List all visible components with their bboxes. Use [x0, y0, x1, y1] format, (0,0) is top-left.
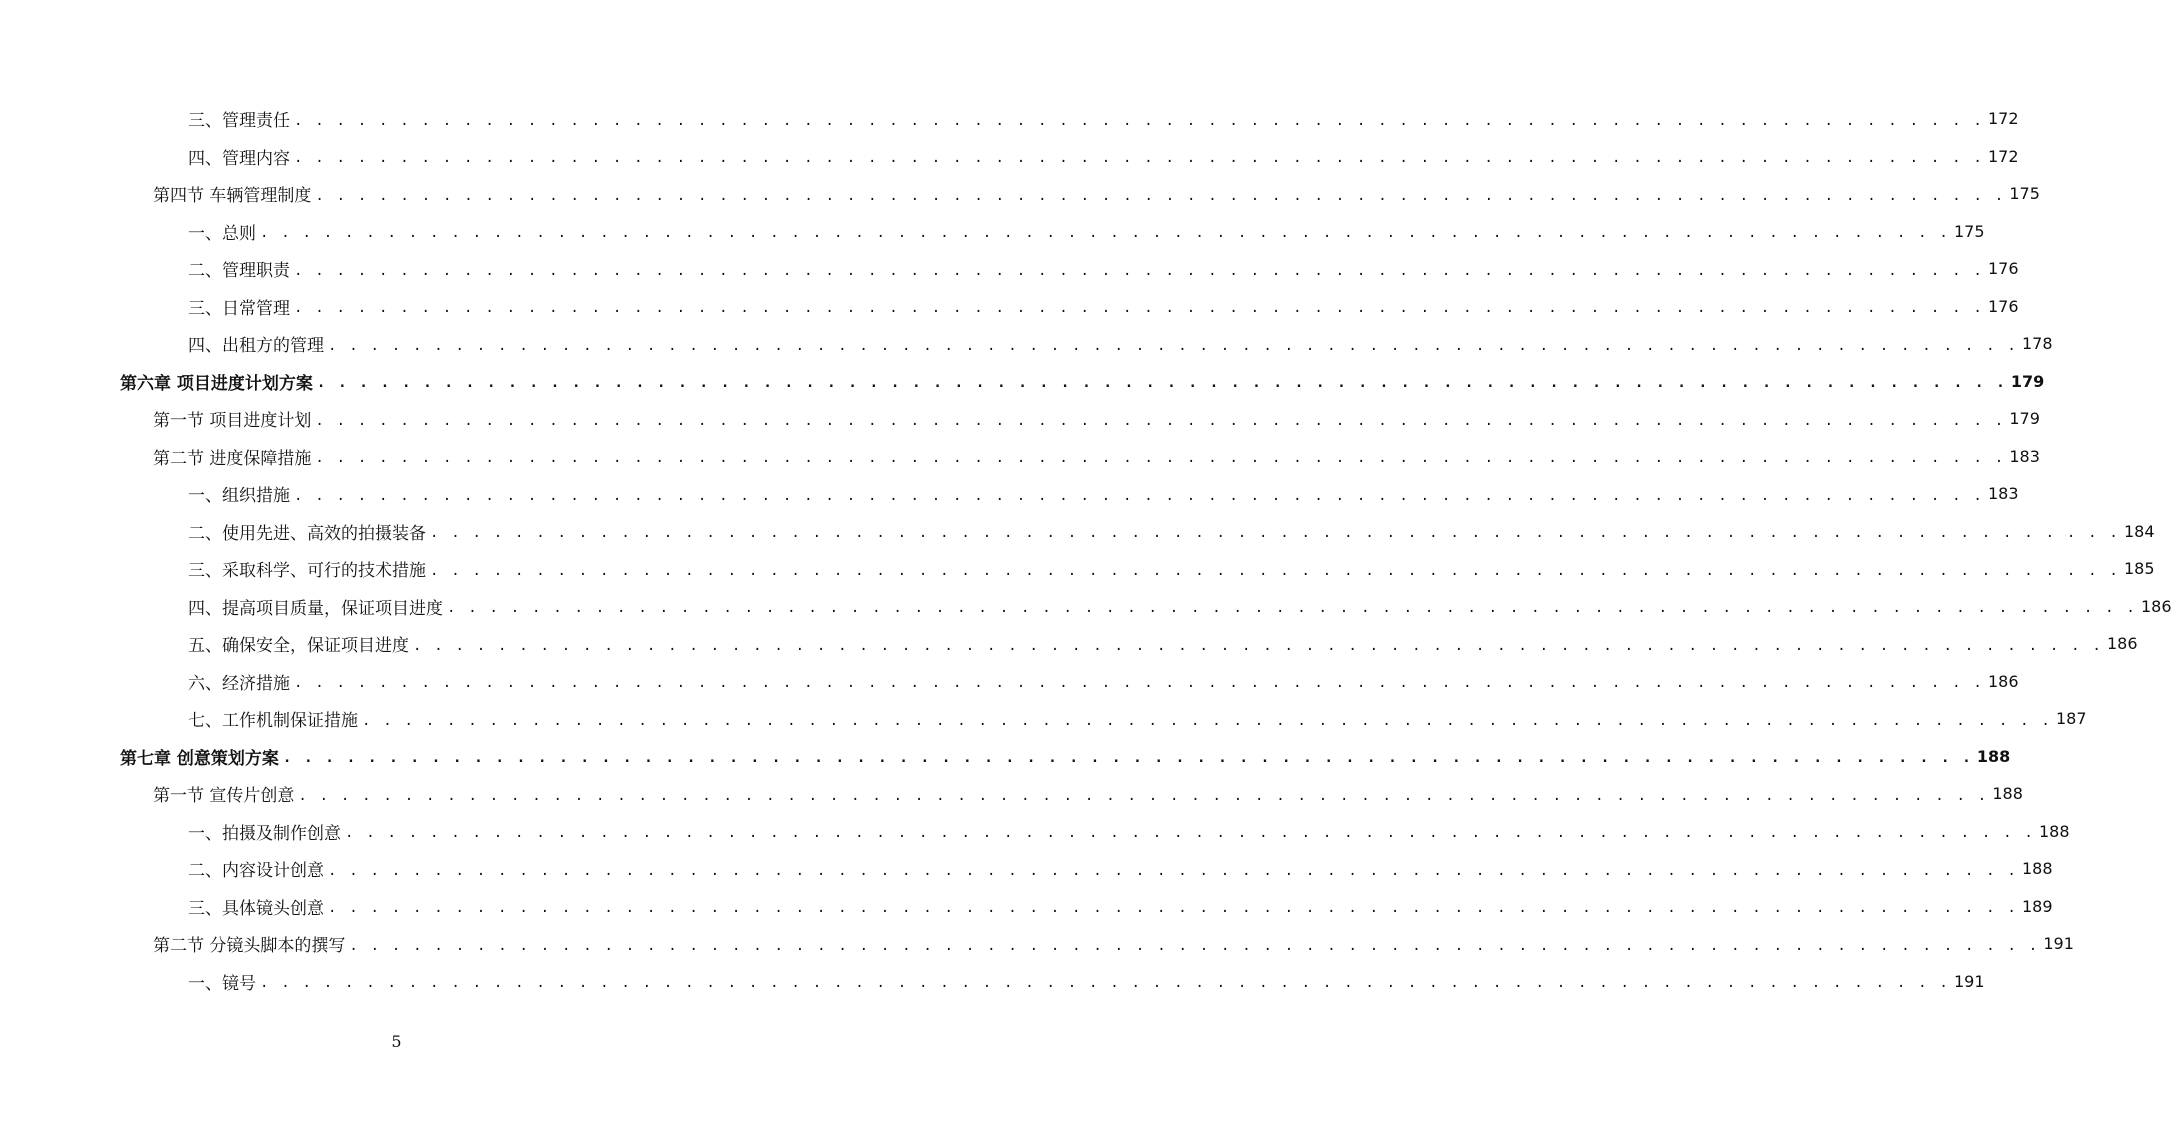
toc-dot-leader: . . . . . . . . . . . . . . . . . . . . . . . . . . . . . . . . . . . . . . . . . . . . . . . . . . . . . . . . . . . . . . . . . . . . . . . . . . . . . . . .	[430, 525, 2120, 542]
toc-entry-title: 第一节 项目进度计划	[153, 411, 312, 432]
toc-dot-leader: . . . . . . . . . . . . . . . . . . . . . . . . . . . . . . . . . . . . . . . . . . . . . . . . . . . . . . . . . . . . . . . . . . . . . . . . . . . . . . . .	[294, 487, 1984, 504]
toc-entry-title: 第六章 项目进度计划方案	[120, 373, 313, 394]
toc-entry-item[interactable]	[0, 588, 2172, 626]
toc-dot-leader: . . . . . . . . . . . . . . . . . . . . . . . . . . . . . . . . . . . . . . . . . . . . . . . . . . . . . . . . . . . . . . . . . . . . . . . . . . . . . . . .	[328, 337, 2018, 354]
toc-entry-item[interactable]	[0, 850, 2053, 888]
toc-entry-title: 四、管理内容	[188, 148, 290, 169]
toc-entry-page: 176	[1987, 259, 2019, 279]
toc-entry-page: 184	[2123, 521, 2155, 541]
toc-dot-leader: . . . . . . . . . . . . . . . . . . . . . . . . . . . . . . . . . . . . . . . . . . . . . . . . . . . . . . . . . . . . . . . . . . . . . . . . . . . . . . . .	[447, 600, 2137, 617]
toc-entry-title: 一、组织措施	[188, 486, 290, 507]
toc-entry-title: 第二节 分镜头脚本的撰写	[153, 936, 346, 957]
toc-entry-item[interactable]	[0, 288, 2019, 326]
toc-entry-item[interactable]	[0, 475, 2019, 513]
toc-entry-item[interactable]	[0, 325, 2053, 363]
toc-dot-leader: . . . . . . . . . . . . . . . . . . . . . . . . . . . . . . . . . . . . . . . . . . . . . . . . . . . . . . . . . . . . . . . . . . . . . . . . . . . . . . . .	[315, 412, 2006, 429]
toc-dot-leader: . . . . . . . . . . . . . . . . . . . . . . . . . . . . . . . . . . . . . . . . . . . . . . . . . . . . . . . . . . . . . . . . . . . . . . . . . . . . . . . .	[328, 862, 2018, 879]
toc-entry-title: 第一节 宣传片创意	[153, 786, 295, 807]
toc-dot-leader: . . . . . . . . . . . . . . . . . . . . . . . . . . . . . . . . . . . . . . . . . . . . . . . . . . . . . . . . . . . . . . . . . . . . . . . . . . . . . . . .	[345, 825, 2035, 842]
toc-entry-page: 175	[1953, 221, 1985, 241]
toc-entry-page: 189	[2021, 896, 2053, 916]
toc-dot-leader: . . . . . . . . . . . . . . . . . . . . . . . . . . . . . . . . . . . . . . . . . . . . . . . . . . . . . . . . . . . . . . . . . . . . . . . . . . . . . . . .	[294, 300, 1984, 317]
toc-entry-title: 四、提高项目质量，保证项目进度	[188, 598, 443, 619]
toc-entry-item[interactable]	[0, 513, 2155, 551]
toc-dot-leader: . . . . . . . . . . . . . . . . . . . . . . . . . . . . . . . . . . . . . . . . . . . . . . . . . . . . . . . . . . . . . . . . . . . . . . . . . . . . . . . .	[316, 375, 2007, 392]
table-of-contents	[0, 100, 2172, 1000]
toc-dot-leader: . . . . . . . . . . . . . . . . . . . . . . . . . . . . . . . . . . . . . . . . . . . . . . . . . . . . . . . . . . . . . . . . . . . . . . . . . . . . . . . .	[362, 712, 2052, 729]
toc-entry-title: 二、管理职责	[188, 261, 290, 282]
toc-entry-page: 183	[2009, 446, 2040, 466]
toc-entry-page: 191	[2043, 934, 2074, 954]
toc-entry-page: 188	[1976, 746, 2011, 766]
toc-entry-page: 172	[1987, 146, 2019, 166]
toc-entry-item[interactable]	[0, 813, 2070, 851]
toc-entry-item[interactable]	[0, 550, 2155, 588]
page-number: 5	[391, 1032, 402, 1051]
toc-entry-chapter[interactable]	[0, 738, 2011, 776]
toc-entry-title: 四、出租方的管理	[188, 336, 324, 357]
toc-entry-page: 186	[1987, 671, 2019, 691]
toc-entry-page: 179	[2010, 371, 2045, 391]
toc-entry-title: 第四节 车辆管理制度	[153, 186, 312, 207]
toc-dot-leader: . . . . . . . . . . . . . . . . . . . . . . . . . . . . . . . . . . . . . . . . . . . . . . . . . . . . . . . . . . . . . . . . . . . . . . . . . . . . . . . .	[349, 937, 2040, 954]
toc-entry-title: 五、确保安全，保证项目进度	[188, 636, 409, 657]
toc-entry-page: 186	[2106, 634, 2138, 654]
toc-entry-title: 六、经济措施	[188, 673, 290, 694]
toc-entry-item[interactable]	[0, 700, 2087, 738]
toc-entry-chapter[interactable]	[0, 363, 2045, 401]
toc-dot-leader: . . . . . . . . . . . . . . . . . . . . . . . . . . . . . . . . . . . . . . . . . . . . . . . . . . . . . . . . . . . . . . . . . . . . . . . . . . . . . . . .	[413, 637, 2103, 654]
toc-entry-page: 188	[2021, 859, 2053, 879]
toc-entry-page: 175	[2009, 184, 2040, 204]
toc-entry-page: 185	[2123, 559, 2155, 579]
toc-entry-page: 176	[1987, 296, 2019, 316]
toc-dot-leader: . . . . . . . . . . . . . . . . . . . . . . . . . . . . . . . . . . . . . . . . . . . . . . . . . . . . . . . . . . . . . . . . . . . . . . . . . . . . . . . .	[294, 150, 1984, 167]
toc-dot-leader: . . . . . . . . . . . . . . . . . . . . . . . . . . . . . . . . . . . . . . . . . . . . . . . . . . . . . . . . . . . . . . . . . . . . . . . . . . . . . . . .	[260, 975, 1950, 992]
toc-entry-title: 一、镜号	[188, 973, 256, 994]
toc-dot-leader: . . . . . . . . . . . . . . . . . . . . . . . . . . . . . . . . . . . . . . . . . . . . . . . . . . . . . . . . . . . . . . . . . . . . . . . . . . . . . . . .	[294, 262, 1984, 279]
toc-entry-section[interactable]	[0, 925, 2074, 963]
toc-entry-title: 一、总则	[188, 223, 256, 244]
toc-entry-section[interactable]	[0, 438, 2040, 476]
toc-entry-page: 178	[2021, 334, 2053, 354]
toc-entry-section[interactable]	[0, 175, 2040, 213]
toc-dot-leader: . . . . . . . . . . . . . . . . . . . . . . . . . . . . . . . . . . . . . . . . . . . . . . . . . . . . . . . . . . . . . . . . . . . . . . . . . . . . . . . .	[430, 562, 2120, 579]
toc-entry-section[interactable]	[0, 400, 2040, 438]
toc-dot-leader: . . . . . . . . . . . . . . . . . . . . . . . . . . . . . . . . . . . . . . . . . . . . . . . . . . . . . . . . . . . . . . . . . . . . . . . . . . . . . . . .	[315, 187, 2006, 204]
toc-dot-leader: . . . . . . . . . . . . . . . . . . . . . . . . . . . . . . . . . . . . . . . . . . . . . . . . . . . . . . . . . . . . . . . . . . . . . . . . . . . . . . . .	[328, 900, 2018, 917]
toc-entry-title: 第七章 创意策划方案	[120, 748, 279, 769]
toc-entry-section[interactable]	[0, 775, 2023, 813]
toc-entry-item[interactable]	[0, 888, 2053, 926]
toc-entry-item[interactable]	[0, 138, 2019, 176]
toc-entry-page: 188	[2038, 821, 2070, 841]
toc-entry-item[interactable]	[0, 250, 2019, 288]
toc-entry-title: 七、工作机制保证措施	[188, 711, 358, 732]
toc-dot-leader: . . . . . . . . . . . . . . . . . . . . . . . . . . . . . . . . . . . . . . . . . . . . . . . . . . . . . . . . . . . . . . . . . . . . . . . . . . . . . . . .	[298, 787, 1989, 804]
toc-entry-page: 183	[1987, 484, 2019, 504]
toc-dot-leader: . . . . . . . . . . . . . . . . . . . . . . . . . . . . . . . . . . . . . . . . . . . . . . . . . . . . . . . . . . . . . . . . . . . . . . . . . . . . . . . .	[260, 225, 1950, 242]
toc-entry-title: 三、具体镜头创意	[188, 898, 324, 919]
toc-entry-title: 三、管理责任	[188, 111, 290, 132]
toc-dot-leader: . . . . . . . . . . . . . . . . . . . . . . . . . . . . . . . . . . . . . . . . . . . . . . . . . . . . . . . . . . . . . . . . . . . . . . . . . . . . . . . .	[294, 675, 1984, 692]
toc-entry-item[interactable]	[0, 213, 1985, 251]
toc-entry-page: 187	[2055, 709, 2087, 729]
toc-entry-page: 191	[1953, 971, 1985, 991]
toc-entry-page: 186	[2140, 596, 2172, 616]
toc-entry-page: 172	[1987, 109, 2019, 129]
toc-entry-title: 三、采取科学、可行的技术措施	[188, 561, 426, 582]
toc-entry-item[interactable]	[0, 625, 2138, 663]
toc-entry-title: 二、使用先进、高效的拍摄装备	[188, 523, 426, 544]
toc-entry-title: 一、拍摄及制作创意	[188, 823, 341, 844]
toc-dot-leader: . . . . . . . . . . . . . . . . . . . . . . . . . . . . . . . . . . . . . . . . . . . . . . . . . . . . . . . . . . . . . . . . . . . . . . . . . . . . . . . .	[282, 750, 1973, 767]
toc-entry-page: 179	[2009, 409, 2040, 429]
toc-entry-title: 第二节 进度保障措施	[153, 448, 312, 469]
toc-entry-title: 三、日常管理	[188, 298, 290, 319]
toc-entry-title: 二、内容设计创意	[188, 861, 324, 882]
toc-dot-leader: . . . . . . . . . . . . . . . . . . . . . . . . . . . . . . . . . . . . . . . . . . . . . . . . . . . . . . . . . . . . . . . . . . . . . . . . . . . . . . . .	[294, 112, 1984, 129]
toc-dot-leader: . . . . . . . . . . . . . . . . . . . . . . . . . . . . . . . . . . . . . . . . . . . . . . . . . . . . . . . . . . . . . . . . . . . . . . . . . . . . . . . .	[315, 450, 2006, 467]
toc-entry-item[interactable]	[0, 963, 1985, 1001]
toc-entry-page: 188	[1992, 784, 2023, 804]
toc-entry-item[interactable]	[0, 663, 2019, 701]
toc-entry-item[interactable]	[0, 100, 2019, 138]
